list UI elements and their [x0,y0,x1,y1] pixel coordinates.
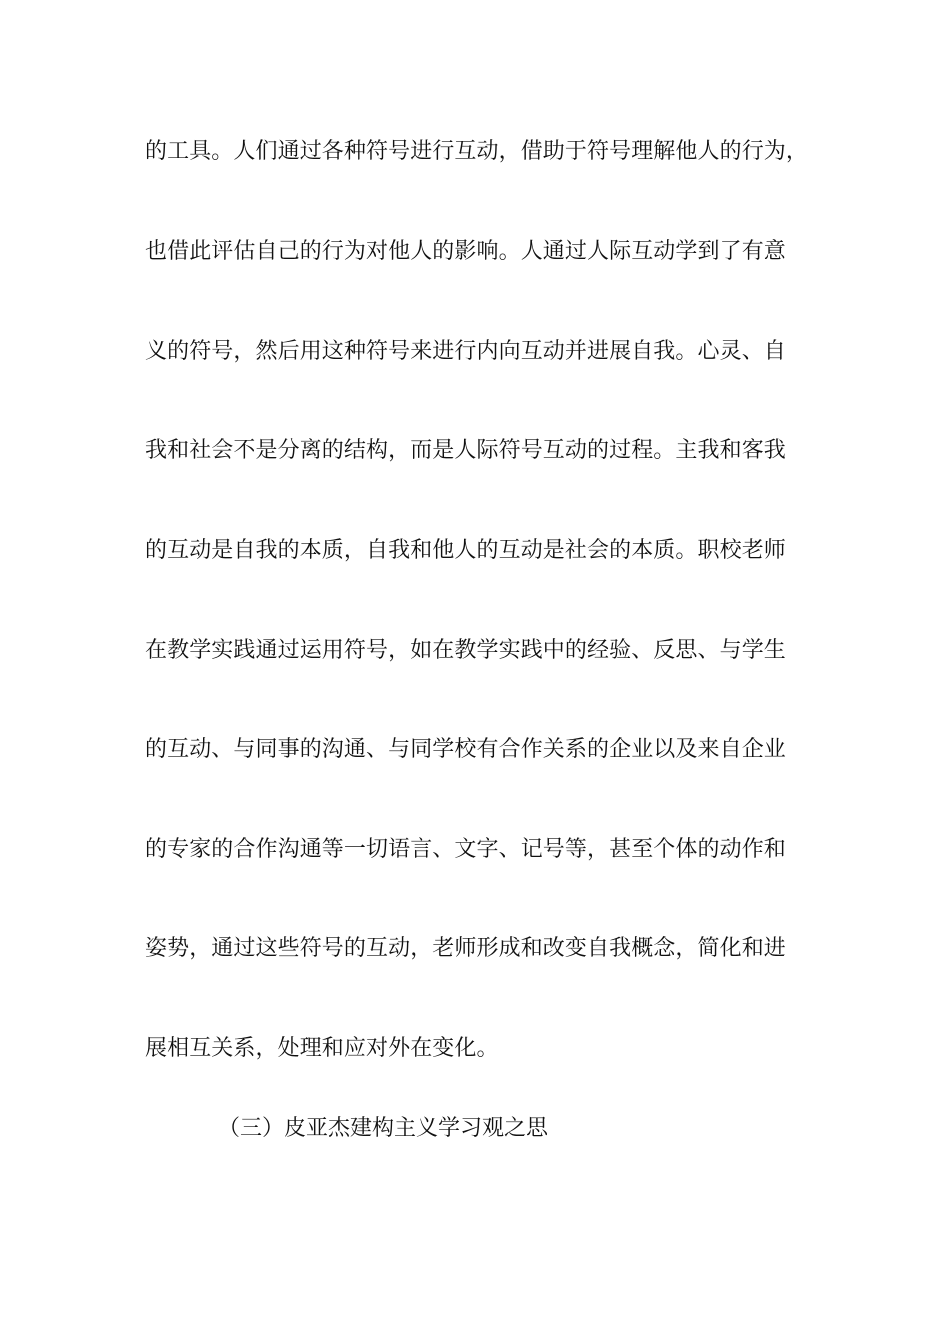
paragraph-line-9: 姿势，通过这些符号的互动，老师形成和改变自我概念，简化和进 [145,936,786,961]
paragraph-line-6: 在教学实践通过运用符号，如在教学实践中的经验、反思、与学生 [145,638,786,663]
paragraph-line-4: 我和社会不是分离的结构，而是人际符号互动的过程。主我和客我 [145,438,786,463]
paragraph-line-3: 义的符号，然后用这种符号来进行内向互动并进展自我。心灵、自 [145,339,786,364]
paragraph-line-7: 的互动、与同事的沟通、与同学校有合作关系的企业以及来自企业 [145,737,786,762]
paragraph-line-10: 展相互关系，处理和应对外在变化。 [145,1036,499,1061]
paragraph-line-1: 的工具。人们通过各种符号进行互动，借助于符号理解他人的行为， [145,139,809,164]
section-heading: （三）皮亚杰建构主义学习观之思 [218,1116,549,1141]
paragraph-line-5: 的互动是自我的本质，自我和他人的互动是社会的本质。职校老师 [145,538,786,563]
paragraph-line-8: 的专家的合作沟通等一切语言、文字、记号等，甚至个体的动作和 [145,837,786,862]
paragraph-line-2: 也借此评估自己的行为对他人的影响。人通过人际互动学到了有意 [145,239,786,264]
